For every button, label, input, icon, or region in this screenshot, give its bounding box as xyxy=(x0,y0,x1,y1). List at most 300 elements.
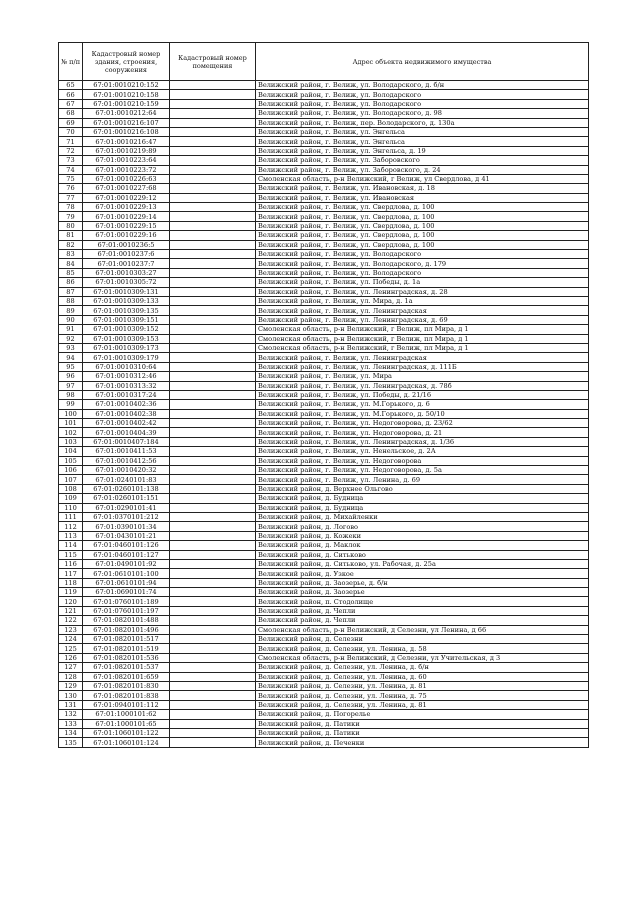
row-number: 128 xyxy=(59,672,83,681)
cadastral-building-number: 67:01:0010317:24 xyxy=(83,390,170,399)
cadastral-building-number: 67:01:0010310:64 xyxy=(83,362,170,371)
table-row xyxy=(59,353,589,362)
cadastral-building-number: 67:01:0820101:536 xyxy=(83,653,170,662)
row-number: 65 xyxy=(59,81,83,90)
row-number: 111 xyxy=(59,512,83,521)
cadastral-building-number: 67:01:0390101:34 xyxy=(83,522,170,531)
table-row xyxy=(59,400,589,409)
cadastral-premises-number xyxy=(170,428,256,437)
property-table xyxy=(58,42,589,748)
cadastral-building-number: 67:01:0010229:15 xyxy=(83,221,170,230)
cadastral-premises-number xyxy=(170,334,256,343)
row-number: 134 xyxy=(59,728,83,737)
cadastral-building-number: 67:01:0260101:138 xyxy=(83,484,170,493)
cadastral-building-number: 67:01:0010312:46 xyxy=(83,372,170,381)
cadastral-building-number: 67:01:0010407:184 xyxy=(83,437,170,446)
table-row xyxy=(59,597,589,606)
cadastral-building-number: 67:01:0010236:5 xyxy=(83,240,170,249)
table-row xyxy=(59,738,589,747)
cadastral-premises-number xyxy=(170,109,256,118)
cadastral-premises-number xyxy=(170,569,256,578)
row-number: 131 xyxy=(59,700,83,709)
property-address: Велижский район, д. Чепли xyxy=(256,606,589,615)
cadastral-building-number: 67:01:0820101:488 xyxy=(83,616,170,625)
cadastral-premises-number xyxy=(170,578,256,587)
table-row xyxy=(59,137,589,146)
table-row xyxy=(59,710,589,719)
row-number: 133 xyxy=(59,719,83,728)
row-number: 71 xyxy=(59,137,83,146)
property-address: Велижский район, д. Селезни, ул. Ленина, д. 75 xyxy=(256,691,589,700)
property-address: Велижский район, г. Велиж, ул. Володарского xyxy=(256,250,589,259)
cadastral-building-number: 67:01:0010412:56 xyxy=(83,456,170,465)
property-address: Велижский район, д. Маклок xyxy=(256,541,589,550)
row-number: 127 xyxy=(59,663,83,672)
row-number: 77 xyxy=(59,193,83,202)
cadastral-premises-number xyxy=(170,400,256,409)
table-body xyxy=(59,81,589,748)
cadastral-building-number: 67:01:0010309:151 xyxy=(83,315,170,324)
row-number: 70 xyxy=(59,127,83,136)
cadastral-premises-number xyxy=(170,710,256,719)
table-row xyxy=(59,456,589,465)
property-address: Велижский район, д. Чепли xyxy=(256,616,589,625)
cadastral-building-number: 67:01:0820101:659 xyxy=(83,672,170,681)
cadastral-premises-number xyxy=(170,588,256,597)
property-address: Велижский район, г. Велиж, ул. Свердлова, д. 100 xyxy=(256,240,589,249)
table-row xyxy=(59,447,589,456)
table-row xyxy=(59,212,589,221)
cadastral-building-number: 67:01:0490101:92 xyxy=(83,559,170,568)
table-row xyxy=(59,193,589,202)
table-row xyxy=(59,550,589,559)
cadastral-premises-number xyxy=(170,663,256,672)
property-address: Велижский район, д. Будница xyxy=(256,503,589,512)
cadastral-premises-number xyxy=(170,90,256,99)
property-address: Смоленская область, р-н Велижский, д Селезни, ул Ленина, д 66 xyxy=(256,625,589,634)
row-number: 76 xyxy=(59,184,83,193)
cadastral-building-number: 67:01:0290101:41 xyxy=(83,503,170,512)
cadastral-building-number: 67:01:0010237:7 xyxy=(83,259,170,268)
cadastral-premises-number xyxy=(170,390,256,399)
cadastral-premises-number xyxy=(170,475,256,484)
table-row xyxy=(59,503,589,512)
property-address: Велижский район, д. Селезни xyxy=(256,635,589,644)
property-address: Велижский район, г. Велиж, ул. Недоговорова, д. 23/62 xyxy=(256,419,589,428)
row-number: 72 xyxy=(59,146,83,155)
cadastral-premises-number xyxy=(170,325,256,334)
property-address: Велижский район, д. Заозерье xyxy=(256,588,589,597)
table-row xyxy=(59,315,589,324)
cadastral-building-number: 67:01:0010309:131 xyxy=(83,287,170,296)
cadastral-premises-number xyxy=(170,296,256,305)
property-address: Велижский район, г. Велиж, ул. Ленинградская, д. 1/36 xyxy=(256,437,589,446)
property-address: Велижский район, г. Велиж, ул. Володарского xyxy=(256,99,589,108)
row-number: 110 xyxy=(59,503,83,512)
cadastral-building-number: 67:01:0010212:64 xyxy=(83,109,170,118)
row-number: 89 xyxy=(59,306,83,315)
cadastral-building-number: 67:01:0430101:21 xyxy=(83,531,170,540)
cadastral-premises-number xyxy=(170,165,256,174)
property-address: Велижский район, г. Велиж, ул. Свердлова, д. 100 xyxy=(256,212,589,221)
property-address: Велижский район, г. Велиж, ул. Свердлова, д. 100 xyxy=(256,221,589,230)
cadastral-building-number: 67:01:0820101:517 xyxy=(83,635,170,644)
row-number: 68 xyxy=(59,109,83,118)
cadastral-building-number: 67:01:1000101:65 xyxy=(83,719,170,728)
cadastral-premises-number xyxy=(170,437,256,446)
property-address: Велижский район, г. Велиж, ул. Недоговорова xyxy=(256,456,589,465)
row-number: 79 xyxy=(59,212,83,221)
table-row xyxy=(59,578,589,587)
cadastral-premises-number xyxy=(170,503,256,512)
cadastral-premises-number xyxy=(170,494,256,503)
row-number: 112 xyxy=(59,522,83,531)
row-number: 130 xyxy=(59,691,83,700)
cadastral-building-number: 67:01:0010402:38 xyxy=(83,409,170,418)
property-address: Велижский район, д. Ситьково xyxy=(256,550,589,559)
cadastral-building-number: 67:01:1000101:62 xyxy=(83,710,170,719)
property-address: Велижский район, д. Патики xyxy=(256,728,589,737)
table-row xyxy=(59,231,589,240)
cadastral-building-number: 67:01:0820101:838 xyxy=(83,691,170,700)
row-number: 74 xyxy=(59,165,83,174)
cadastral-premises-number xyxy=(170,306,256,315)
cadastral-premises-number xyxy=(170,231,256,240)
row-number: 91 xyxy=(59,325,83,334)
property-address: Смоленская область, р-н Велижский, г Велиж, пл Мира, д 1 xyxy=(256,343,589,352)
property-address: Велижский район, д. Верхнее Ольгово xyxy=(256,484,589,493)
property-address: Велижский район, г. Велиж, ул. Победы, д. 1а xyxy=(256,278,589,287)
row-number: 132 xyxy=(59,710,83,719)
row-number: 105 xyxy=(59,456,83,465)
row-number: 117 xyxy=(59,569,83,578)
cadastral-premises-number xyxy=(170,99,256,108)
table-row xyxy=(59,362,589,371)
row-number: 124 xyxy=(59,635,83,644)
property-address: Велижский район, д. Селезни, ул. Ленина, д. 81 xyxy=(256,682,589,691)
table-row xyxy=(59,109,589,118)
cadastral-premises-number xyxy=(170,146,256,155)
row-number: 123 xyxy=(59,625,83,634)
cadastral-premises-number xyxy=(170,259,256,268)
table-row xyxy=(59,728,589,737)
cadastral-building-number: 67:01:0010404:39 xyxy=(83,428,170,437)
property-address: Велижский район, д. Михайленки xyxy=(256,512,589,521)
cadastral-premises-number xyxy=(170,531,256,540)
cadastral-premises-number xyxy=(170,522,256,531)
row-number: 94 xyxy=(59,353,83,362)
table-row xyxy=(59,522,589,531)
table-row xyxy=(59,221,589,230)
table-row xyxy=(59,512,589,521)
table-row xyxy=(59,90,589,99)
property-address: Смоленская область, р-н Велижский, г Велиж, пл Мира, д 1 xyxy=(256,325,589,334)
table-row xyxy=(59,306,589,315)
property-address: Велижский район, д. Селезни, ул. Ленина, д. 60 xyxy=(256,672,589,681)
cadastral-building-number: 67:01:0820101:830 xyxy=(83,682,170,691)
cadastral-premises-number xyxy=(170,212,256,221)
table-row xyxy=(59,184,589,193)
table-row xyxy=(59,165,589,174)
cadastral-building-number: 67:01:0010226:63 xyxy=(83,174,170,183)
row-number: 88 xyxy=(59,296,83,305)
row-number: 93 xyxy=(59,343,83,352)
cadastral-premises-number xyxy=(170,240,256,249)
cadastral-building-number: 67:01:0370101:212 xyxy=(83,512,170,521)
cadastral-premises-number xyxy=(170,597,256,606)
cadastral-premises-number xyxy=(170,118,256,127)
cadastral-building-number: 67:01:0820101:519 xyxy=(83,644,170,653)
row-number: 107 xyxy=(59,475,83,484)
property-address: Велижский район, г. Велиж, ул. Ивановская, д. 18 xyxy=(256,184,589,193)
cadastral-building-number: 67:01:0010210:152 xyxy=(83,81,170,90)
row-number: 118 xyxy=(59,578,83,587)
row-number: 125 xyxy=(59,644,83,653)
table-row xyxy=(59,118,589,127)
table-row xyxy=(59,606,589,615)
cadastral-premises-number xyxy=(170,419,256,428)
cadastral-building-number: 67:01:0760101:189 xyxy=(83,597,170,606)
cadastral-building-number: 67:01:0260101:151 xyxy=(83,494,170,503)
table-row xyxy=(59,475,589,484)
property-address: Велижский район, г. Велиж, ул. Недоговорова, д. 5а xyxy=(256,466,589,475)
cadastral-building-number: 67:01:0010309:133 xyxy=(83,296,170,305)
header-num: № п/п xyxy=(59,43,83,81)
table-header xyxy=(59,43,589,81)
property-address: Велижский район, г. Велиж, ул. Ленинградская xyxy=(256,353,589,362)
property-address: Велижский район, д. Ситьково, ул. Рабочая, д. 25а xyxy=(256,559,589,568)
cadastral-premises-number xyxy=(170,193,256,202)
cadastral-building-number: 67:01:0010309:153 xyxy=(83,334,170,343)
table-row xyxy=(59,428,589,437)
cadastral-premises-number xyxy=(170,362,256,371)
property-address: Велижский район, д. Кожеки xyxy=(256,531,589,540)
table-row xyxy=(59,325,589,334)
cadastral-premises-number xyxy=(170,447,256,456)
cadastral-premises-number xyxy=(170,381,256,390)
row-number: 86 xyxy=(59,278,83,287)
table-row xyxy=(59,635,589,644)
row-number: 116 xyxy=(59,559,83,568)
table-row xyxy=(59,494,589,503)
property-address: Велижский район, д. Селезни, ул. Ленина, д. б/н xyxy=(256,663,589,672)
cadastral-premises-number xyxy=(170,512,256,521)
cadastral-premises-number xyxy=(170,137,256,146)
property-address: Велижский район, г. Велиж, ул. Мира, д. 1а xyxy=(256,296,589,305)
cadastral-building-number: 67:01:0010402:42 xyxy=(83,419,170,428)
table-row xyxy=(59,381,589,390)
cadastral-premises-number xyxy=(170,466,256,475)
table-row xyxy=(59,682,589,691)
cadastral-building-number: 67:01:0460101:127 xyxy=(83,550,170,559)
table-row xyxy=(59,156,589,165)
cadastral-premises-number xyxy=(170,700,256,709)
property-address: Велижский район, г. Велиж, ул. Энгельса, д. 19 xyxy=(256,146,589,155)
property-address: Велижский район, г. Велиж, ул. Свердлова, д. 100 xyxy=(256,203,589,212)
row-number: 126 xyxy=(59,653,83,662)
row-number: 90 xyxy=(59,315,83,324)
property-address: Велижский район, г. Велиж, ул. Володарского, д. 98 xyxy=(256,109,589,118)
row-number: 87 xyxy=(59,287,83,296)
cadastral-premises-number xyxy=(170,174,256,183)
table-row xyxy=(59,569,589,578)
table-row xyxy=(59,250,589,259)
property-address: Велижский район, г. Велиж, ул. Володарского xyxy=(256,90,589,99)
property-address: Смоленская область, р-н Велижский, г Велиж, пл Мира, д 1 xyxy=(256,334,589,343)
property-address: Велижский район, г. Велиж, ул. Мира xyxy=(256,372,589,381)
table-row xyxy=(59,174,589,183)
header-cadastral-building: Кадастровый номер здания, строения, сооружения xyxy=(83,43,170,81)
cadastral-premises-number xyxy=(170,625,256,634)
cadastral-building-number: 67:01:0010411:53 xyxy=(83,447,170,456)
cadastral-building-number: 67:01:0010229:14 xyxy=(83,212,170,221)
row-number: 73 xyxy=(59,156,83,165)
cadastral-building-number: 67:01:0010309:135 xyxy=(83,306,170,315)
cadastral-building-number: 67:01:0010223:72 xyxy=(83,165,170,174)
property-address: Велижский район, г. Велиж, ул. Володарского, д. б/н xyxy=(256,81,589,90)
cadastral-premises-number xyxy=(170,672,256,681)
property-address: Велижский район, г. Велиж, ул. Володарского xyxy=(256,268,589,277)
cadastral-building-number: 67:01:0010216:107 xyxy=(83,118,170,127)
property-address: Смоленская область, р-н Велижский, г Велиж, ул Свердлова, д 41 xyxy=(256,174,589,183)
row-number: 81 xyxy=(59,231,83,240)
cadastral-premises-number xyxy=(170,156,256,165)
table-row xyxy=(59,146,589,155)
table-row xyxy=(59,691,589,700)
header-cadastral-premises: Кадастровый номер помещения xyxy=(170,43,256,81)
row-number: 96 xyxy=(59,372,83,381)
cadastral-building-number: 67:01:0820101:537 xyxy=(83,663,170,672)
table-row xyxy=(59,559,589,568)
cadastral-building-number: 67:01:0010420:32 xyxy=(83,466,170,475)
table-row xyxy=(59,531,589,540)
cadastral-premises-number xyxy=(170,616,256,625)
property-address: Велижский район, г. Велиж, ул. Ленинградская, д. 111Б xyxy=(256,362,589,371)
cadastral-premises-number xyxy=(170,315,256,324)
cadastral-premises-number xyxy=(170,184,256,193)
property-address: Велижский район, г. Велиж, ул. Ленинградская, д. 28 xyxy=(256,287,589,296)
row-number: 104 xyxy=(59,447,83,456)
cadastral-building-number: 67:01:0010237:6 xyxy=(83,250,170,259)
header-address: Адрес объекта недвижимого имущества xyxy=(256,43,589,81)
table-row xyxy=(59,240,589,249)
cadastral-premises-number xyxy=(170,278,256,287)
table-row xyxy=(59,259,589,268)
cadastral-premises-number xyxy=(170,287,256,296)
table-row xyxy=(59,541,589,550)
property-address: Велижский район, г. Велиж, ул. Недоговорова, д. 21 xyxy=(256,428,589,437)
table-row xyxy=(59,390,589,399)
cadastral-building-number: 67:01:0690101:74 xyxy=(83,588,170,597)
cadastral-building-number: 67:01:0010229:12 xyxy=(83,193,170,202)
property-address: Велижский район, г. Велиж, ул. Победы, д. 21/16 xyxy=(256,390,589,399)
property-address: Велижский район, д. Логово xyxy=(256,522,589,531)
property-address: Велижский район, д. Селезни, ул. Ленина, д. 58 xyxy=(256,644,589,653)
cadastral-premises-number xyxy=(170,268,256,277)
cadastral-building-number: 67:01:0010216:47 xyxy=(83,137,170,146)
row-number: 100 xyxy=(59,409,83,418)
table-row xyxy=(59,287,589,296)
cadastral-premises-number xyxy=(170,738,256,747)
row-number: 80 xyxy=(59,221,83,230)
table-row xyxy=(59,334,589,343)
row-number: 109 xyxy=(59,494,83,503)
table-row xyxy=(59,719,589,728)
property-address: Велижский район, г. Велиж, ул. Ленинградская xyxy=(256,306,589,315)
property-address: Велижский район, г. Велиж, ул. Ненельское, д. 2А xyxy=(256,447,589,456)
table-row xyxy=(59,278,589,287)
property-address: Велижский район, г. Велиж, ул. Заборовского, д. 24 xyxy=(256,165,589,174)
table-row xyxy=(59,343,589,352)
property-address: Велижский район, п. Стодолище xyxy=(256,597,589,606)
cadastral-building-number: 67:01:0010313:32 xyxy=(83,381,170,390)
property-address: Смоленская область, р-н Велижский, д Селезни, ул Учительская, д 3 xyxy=(256,653,589,662)
table-row xyxy=(59,81,589,90)
cadastral-building-number: 67:01:0010227:68 xyxy=(83,184,170,193)
cadastral-building-number: 67:01:0010229:16 xyxy=(83,231,170,240)
property-address: Велижский район, д. Погорелье xyxy=(256,710,589,719)
row-number: 101 xyxy=(59,419,83,428)
cadastral-building-number: 67:01:0010309:179 xyxy=(83,353,170,362)
table-row xyxy=(59,663,589,672)
cadastral-building-number: 67:01:0010305:72 xyxy=(83,278,170,287)
table-row xyxy=(59,409,589,418)
property-address: Велижский район, г. Велиж, ул. М.Горького, д. 6 xyxy=(256,400,589,409)
row-number: 121 xyxy=(59,606,83,615)
property-address: Велижский район, д. Печенки xyxy=(256,738,589,747)
row-number: 78 xyxy=(59,203,83,212)
cadastral-premises-number xyxy=(170,653,256,662)
cadastral-building-number: 67:01:1060101:124 xyxy=(83,738,170,747)
cadastral-premises-number xyxy=(170,635,256,644)
table-row xyxy=(59,268,589,277)
property-address: Велижский район, д. Заозерье, д. б/н xyxy=(256,578,589,587)
table-row xyxy=(59,419,589,428)
cadastral-premises-number xyxy=(170,484,256,493)
row-number: 95 xyxy=(59,362,83,371)
cadastral-building-number: 67:01:0010303:27 xyxy=(83,268,170,277)
row-number: 135 xyxy=(59,738,83,747)
property-address: Велижский район, г. Велиж, ул. Ленина, д. 69 xyxy=(256,475,589,484)
cadastral-premises-number xyxy=(170,250,256,259)
table-row xyxy=(59,700,589,709)
table-row xyxy=(59,588,589,597)
cadastral-building-number: 67:01:0010210:158 xyxy=(83,90,170,99)
cadastral-premises-number xyxy=(170,606,256,615)
table-row xyxy=(59,296,589,305)
cadastral-building-number: 67:01:1060101:122 xyxy=(83,728,170,737)
cadastral-premises-number xyxy=(170,719,256,728)
cadastral-building-number: 67:01:0010219:89 xyxy=(83,146,170,155)
cadastral-building-number: 67:01:0010223:64 xyxy=(83,156,170,165)
row-number: 120 xyxy=(59,597,83,606)
cadastral-premises-number xyxy=(170,644,256,653)
cadastral-building-number: 67:01:0010210:159 xyxy=(83,99,170,108)
row-number: 113 xyxy=(59,531,83,540)
property-address: Велижский район, д. Патики xyxy=(256,719,589,728)
cadastral-building-number: 67:01:0610101:100 xyxy=(83,569,170,578)
property-address: Велижский район, г. Велиж, ул. Ленинградская, д. 78б xyxy=(256,381,589,390)
table-row xyxy=(59,99,589,108)
table-row xyxy=(59,466,589,475)
row-number: 106 xyxy=(59,466,83,475)
row-number: 103 xyxy=(59,437,83,446)
table-row xyxy=(59,372,589,381)
cadastral-premises-number xyxy=(170,559,256,568)
table-row xyxy=(59,616,589,625)
property-address: Велижский район, г. Велиж, ул. Энгельса xyxy=(256,127,589,136)
table-row xyxy=(59,127,589,136)
